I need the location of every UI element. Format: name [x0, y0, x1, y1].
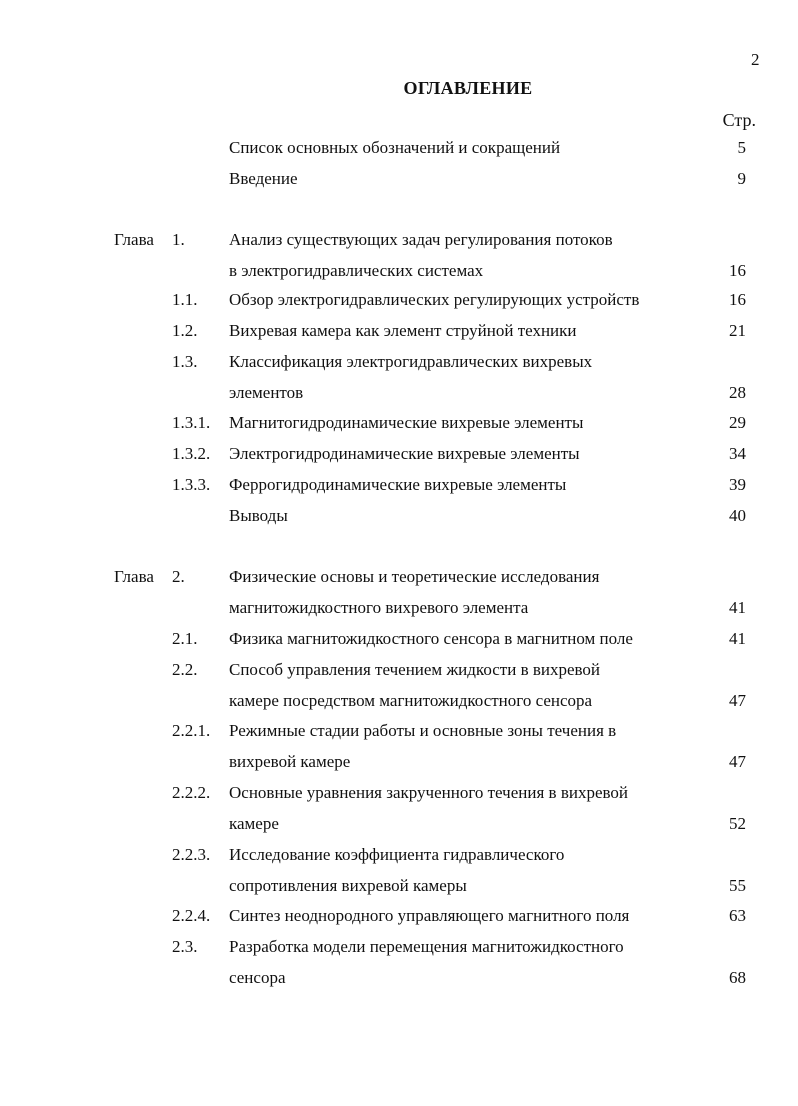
- toc-section-number: 1.3.2.: [172, 444, 211, 463]
- toc-page-number: 28: [729, 383, 746, 402]
- toc-section-number: 1.2.: [172, 321, 198, 340]
- toc-page-number: 41: [729, 598, 746, 617]
- toc-entry-title: Физические основы и теоретические исследования: [229, 567, 600, 586]
- toc-section-number: 1.3.: [172, 352, 198, 371]
- toc-page-number: 47: [729, 691, 746, 710]
- toc-chapter-label: Глава: [114, 230, 154, 249]
- toc-section-number: 1.3.1.: [172, 413, 211, 432]
- page-number: 2: [751, 50, 760, 69]
- toc-page-number: 9: [737, 169, 746, 188]
- toc-entry-title: Феррогидродинамические вихревые элементы: [229, 475, 567, 494]
- toc-entry-title: Разработка модели перемещения магнитожидкостного: [229, 937, 624, 956]
- toc-page-number: 52: [729, 814, 746, 833]
- toc-entry-title: Способ управления течением жидкости в вихревой: [229, 660, 601, 679]
- toc-entry-title: Синтез неоднородного управляющего магнитного поля: [229, 906, 630, 925]
- page-title: ОГЛАВЛЕНИЕ: [403, 78, 533, 98]
- toc-section-number: 1.3.3.: [172, 475, 211, 494]
- toc-section-number: 2.1.: [172, 629, 198, 648]
- toc-section-number: 2.: [172, 567, 185, 586]
- toc-entry-title: Анализ существующих задач регулирования потоков: [229, 230, 613, 249]
- toc-section-number: 2.3.: [172, 937, 198, 956]
- toc-page-number: 55: [729, 876, 746, 895]
- toc-entry-title: Вихревая камера как элемент струйной техники: [229, 321, 577, 340]
- toc-entry-title: Введение: [229, 169, 298, 188]
- page-column-header: Стр.: [722, 110, 756, 130]
- toc-entry-title: Магнитогидродинамические вихревые элементы: [229, 413, 584, 432]
- toc-entry-title: Обзор электрогидравлических регулирующих устройств: [229, 290, 640, 309]
- toc-section-number: 1.: [172, 230, 185, 249]
- toc-page-number: 40: [729, 506, 746, 525]
- toc-page-number: 41: [729, 629, 746, 648]
- toc-section-number: 2.2.2.: [172, 783, 211, 802]
- toc-page-number: 21: [729, 321, 746, 340]
- toc-entry-title: в электрогидравлических системах: [229, 261, 484, 280]
- toc-entry-title: Физика магнитожидкостного сенсора в магнитном поле: [229, 629, 633, 648]
- toc-chapter-label: Глава: [114, 567, 154, 586]
- toc-page-number: 16: [729, 290, 746, 309]
- toc-section-number: 2.2.3.: [172, 845, 211, 864]
- toc-page-number: 34: [729, 444, 746, 463]
- toc-page-number: 68: [729, 968, 746, 987]
- toc-entry-title: Режимные стадии работы и основные зоны течения в: [229, 721, 617, 740]
- toc-entry-title: сопротивления вихревой камеры: [229, 876, 467, 895]
- toc-entry-title: магнитожидкостного вихревого элемента: [229, 598, 529, 617]
- toc-page-number: 39: [729, 475, 746, 494]
- toc-page-number: 63: [729, 906, 746, 925]
- toc-section-number: 2.2.1.: [172, 721, 211, 740]
- toc-entry-title: Список основных обозначений и сокращений: [229, 138, 561, 157]
- toc-entry-title: Классификация электрогидравлических вихревых: [229, 352, 593, 371]
- toc-entry-title: Основные уравнения закрученного течения в вихревой: [229, 783, 628, 802]
- toc-entry-title: сенсора: [229, 968, 286, 987]
- toc-section-number: 1.1.: [172, 290, 198, 309]
- toc-entry-title: элементов: [229, 383, 304, 402]
- toc-section-number: 2.2.4.: [172, 906, 211, 925]
- toc-page-number: 16: [729, 261, 746, 280]
- toc-entry-title: Электрогидродинамические вихревые элементы: [229, 444, 580, 463]
- toc-entry-title: Исследование коэффициента гидравлического: [229, 845, 565, 864]
- toc-entry-title: вихревой камере: [229, 752, 351, 771]
- toc-entry-title: Выводы: [229, 506, 288, 525]
- toc-entry-title: камере посредством магнитожидкостного сенсора: [229, 691, 593, 710]
- toc-page-number: 5: [737, 138, 746, 157]
- toc-entry-title: камере: [229, 814, 279, 833]
- toc-page-number: 47: [729, 752, 746, 771]
- toc-page-number: 29: [729, 413, 746, 432]
- toc-section-number: 2.2.: [172, 660, 198, 679]
